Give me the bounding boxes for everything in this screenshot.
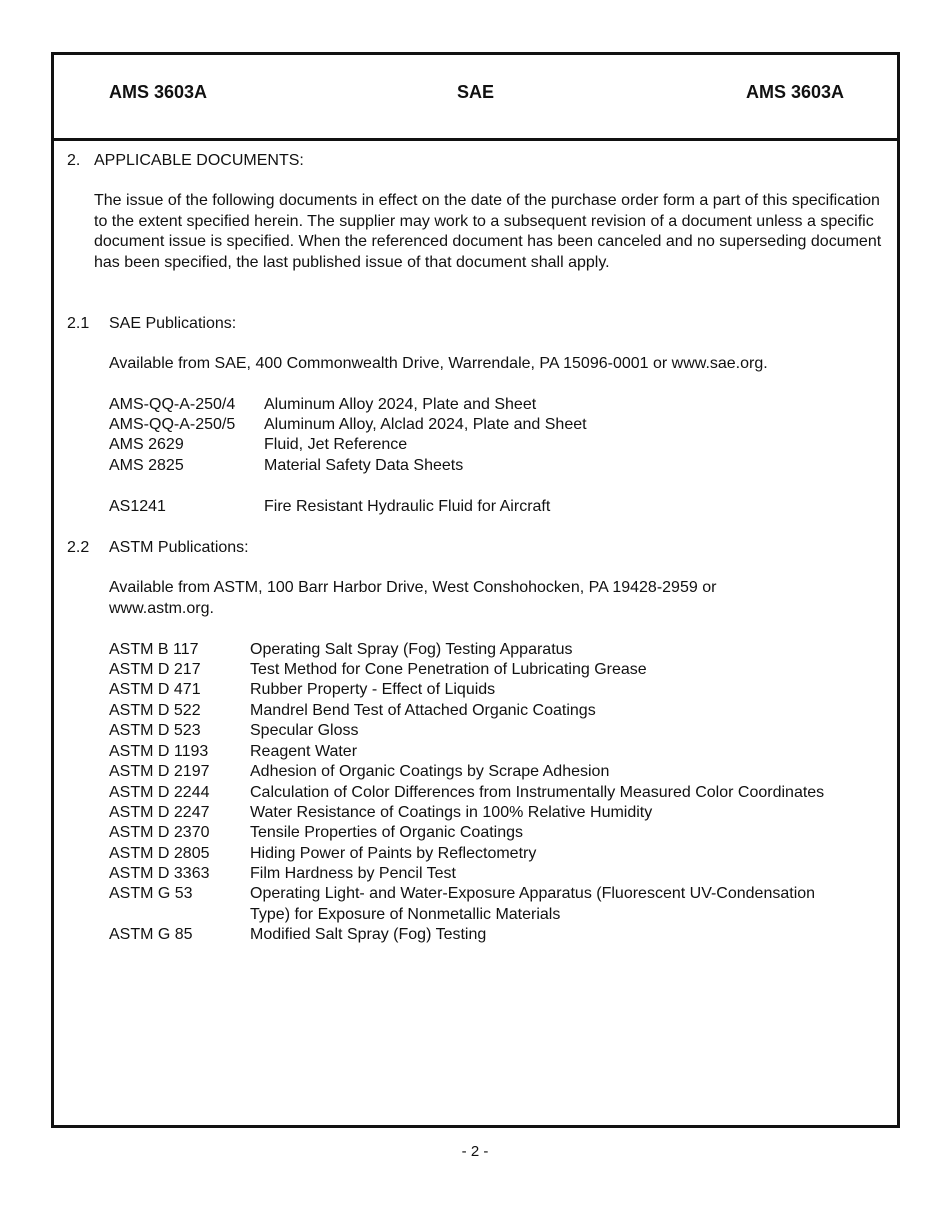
doc-code: ASTM D 2370: [109, 824, 210, 841]
doc-code: ASTM D 2247: [109, 804, 210, 821]
doc-code: ASTM D 3363: [109, 865, 210, 882]
doc-code: ASTM D 523: [109, 722, 201, 739]
doc-title: Tensile Properties of Organic Coatings: [250, 824, 524, 841]
section-2-1-number: 2.1: [67, 315, 90, 332]
section-2-2-title: ASTM Publications:: [109, 539, 249, 556]
section-2-1-title: SAE Publications:: [109, 315, 237, 332]
doc-title: Material Safety Data Sheets: [264, 457, 464, 474]
doc-title: Water Resistance of Coatings in 100% Relative Humidity: [250, 804, 653, 821]
doc-code: ASTM D 2805: [109, 845, 210, 862]
doc-title: Film Hardness by Pencil Test: [250, 865, 456, 882]
doc-code: ASTM D 2197: [109, 763, 210, 780]
doc-title: Rubber Property - Effect of Liquids: [250, 681, 496, 698]
doc-title: Specular Gloss: [250, 722, 359, 739]
doc-title: Operating Light- and Water-Exposure Apparatus (Fluorescent UV-Condensation: [250, 885, 816, 902]
sae-availability: Available from SAE, 400 Commonwealth Drive, Warrendale, PA 15096-0001 or www.sae.org.: [109, 355, 768, 372]
doc-title: Reagent Water: [250, 743, 358, 760]
doc-code: ASTM B 117: [109, 641, 199, 658]
doc-code: AMS 2825: [109, 457, 184, 474]
doc-title: Calculation of Color Differences from Instrumentally Measured Color Coordinates: [250, 784, 825, 801]
page-frame: [51, 52, 900, 1128]
doc-code: ASTM D 217: [109, 661, 201, 678]
doc-title: Fluid, Jet Reference: [264, 436, 408, 453]
doc-title: Mandrel Bend Test of Attached Organic Coatings: [250, 702, 596, 719]
header-publisher: SAE: [456, 82, 494, 102]
doc-code: ASTM D 471: [109, 681, 201, 698]
doc-code: AMS 2629: [109, 436, 184, 453]
doc-title: Adhesion of Organic Coatings by Scrape Adhesion: [250, 763, 610, 780]
doc-code: ASTM D 522: [109, 702, 201, 719]
doc-code: ASTM D 2244: [109, 784, 210, 801]
doc-title: Aluminum Alloy 2024, Plate and Sheet: [264, 396, 537, 413]
doc-title-continuation: Type) for Exposure of Nonmetallic Materials: [250, 906, 561, 923]
doc-code: AMS-QQ-A-250/5: [109, 416, 236, 433]
astm-availability-line-2: www.astm.org.: [109, 600, 214, 617]
doc-title: Fire Resistant Hydraulic Fluid for Aircraft: [264, 498, 551, 515]
section-2-title: APPLICABLE DOCUMENTS:: [94, 152, 304, 169]
header-doc-number-right: AMS 3603A: [745, 82, 844, 102]
doc-title: Aluminum Alloy, Alclad 2024, Plate and Sheet: [264, 416, 587, 433]
doc-title: Hiding Power of Paints by Reflectometry: [250, 845, 537, 862]
page-header: [54, 55, 897, 141]
header-doc-number-left: AMS 3603A: [109, 82, 208, 102]
section-2-number: 2.: [67, 152, 81, 169]
doc-code: ASTM D 1193: [109, 743, 209, 760]
doc-code: AS1241: [109, 498, 166, 515]
doc-code: ASTM G 53: [109, 885, 193, 902]
page-number: - 2 -: [461, 1143, 489, 1160]
doc-code: ASTM G 85: [109, 926, 193, 943]
astm-availability-line-1: Available from ASTM, 100 Barr Harbor Drive, West Conshohocken, PA 19428-2959 or: [109, 579, 717, 596]
doc-title: Test Method for Cone Penetration of Lubricating Grease: [250, 661, 647, 678]
section-2-paragraph: The issue of the following documents in effect on the date of the purchase order form a part of this specification to the extent specified herein. The supplier may work to a subsequent revision of a document unless a specific document issue is specified. When the referenced document has been canceled and no superseding document has been specified, the last published issue of that document shall apply.: [94, 192, 882, 271]
doc-title: Modified Salt Spray (Fog) Testing: [250, 926, 487, 943]
section-2-2-number: 2.2: [67, 539, 90, 556]
doc-code: AMS-QQ-A-250/4: [109, 396, 236, 413]
doc-title: Operating Salt Spray (Fog) Testing Apparatus: [250, 641, 573, 658]
